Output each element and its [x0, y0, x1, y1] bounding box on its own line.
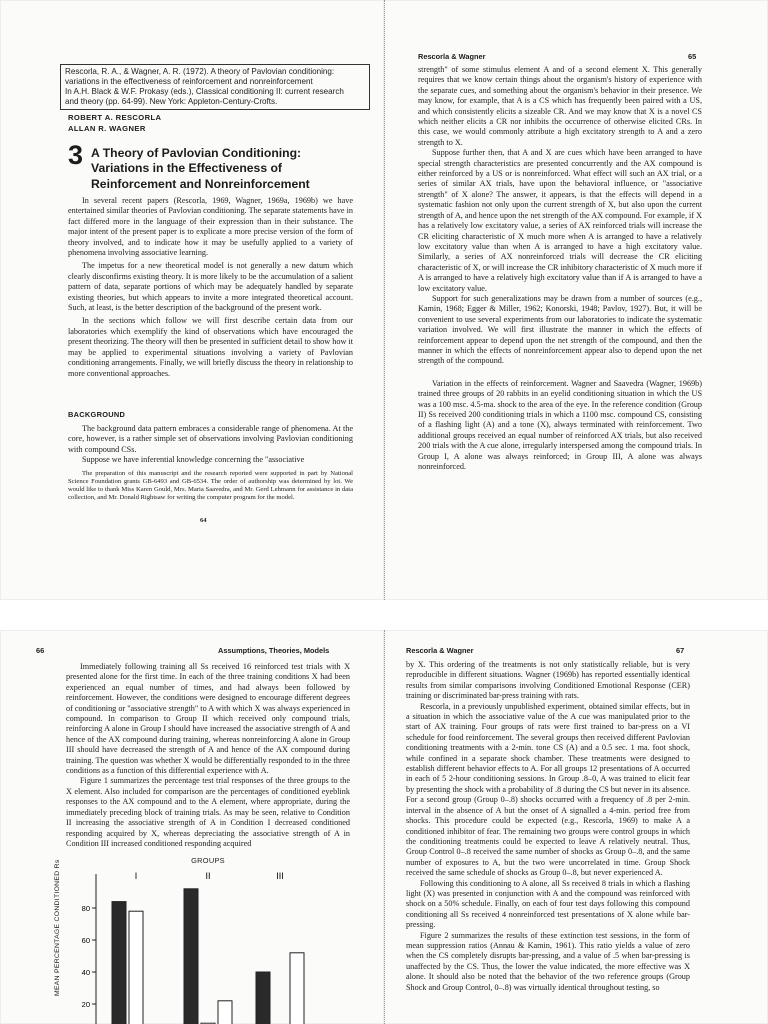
- chapter-number: 3: [68, 140, 84, 170]
- paragraph: strength" of some stimulus element A and of a second element X. This generally requires that we know certain things about the organism's history of experience with the separate cues, and something about the organism's behavior in their presence. We may know, for example, that A is a CS which has frequently been paired with a US, and which consistently elicits a sizeable CR. And we may know that X is a novel CS which neither elicits a CR nor inhibits the occurrence of otherwise elicited CRs. In this case, we would commonly attribute a high excitatory strength to A and a zero strength to X.: [418, 65, 702, 147]
- body-text: [418, 65, 702, 472]
- page-64: [0, 0, 384, 600]
- y-tick-label: 40: [81, 968, 90, 977]
- page-65: [384, 0, 768, 600]
- paragraph: Figure 1 summarizes the percentage test trial responses of the three groups to the X element. Also included for comparison are the percentages of conditioned eyeblink responses to the AX compound and to the A element, where appropriate, during the immediately preceding block of training trials. As may be seen, relative to Condition II increasing the associative strength of A in Condition I decreased conditioned responding acquired by X, whereas depreciating the associative strength of A in Condition III increased conditioned responding acquired: [66, 776, 350, 848]
- bar: [256, 972, 270, 1024]
- page-67: [384, 630, 768, 1024]
- page-number: 65: [688, 52, 697, 61]
- group-label: III: [276, 871, 284, 881]
- paragraph: Suppose we have inferential knowledge concerning the "associative: [82, 455, 305, 465]
- bar: [184, 889, 198, 1024]
- paragraph: by X. This ordering of the treatments is not only statistically reliable, but is very reproducible in different situations. Wagner (1969b) has reported essentially identical results from similar comparisons involving Conditioned Emotional Response (CER) training or discriminated bar-press training with rats.: [406, 660, 690, 701]
- author-name: ROBERT A. RESCORLA: [68, 113, 162, 122]
- paragraph: Rescorla, in a previously unpublished experiment, obtained similar effects, but in a situation in which the associative value of the A cue was manipulated prior to the start of AX training. Four groups of rats were first trained to bar-press on a VI schedule for food reinforcement. The several groups then received different Pavlovian conditioning treatments with a 2-min. tone CS (A) and a 0.5 sec. 1 ma. foot shock, while confined in a separate shock chamber. These treatments were designed to establish different behavior effects to A. For all groups 12 presentations of A occurred in each of 5 2-hour conditioning sessions. In Group .8–0, A was trained to elicit fear by presenting the shock with a probability of .8 during the CS but never in its absence. For a second group (Group 0–.8) shocks occurred with a frequency of .8 per 2-min. interval in the absence of A but the onset of A signalled a 4-min. period free from shocks. This procedure could be expected (e.g., Rescorla, 1969) to make A a conditioned inhibitor of fear. The remaining two groups were control groups in which the conditioning treatments could be expected to leave A relatively neutral. Thus, Group Control 0–.8 received the same number of shocks as Group 0–.8, and the same number of exposures to A, but the two were uncorrelated in time. Group Shock received the same schedule of shocks as Group 0–.8, but never experienced A.: [406, 701, 690, 878]
- bar: [129, 911, 143, 1024]
- body-text: [406, 660, 690, 993]
- body-text: [66, 662, 350, 849]
- y-tick-label: 80: [81, 904, 90, 913]
- page-number: 66: [36, 646, 45, 655]
- y-tick-label: 60: [81, 936, 90, 945]
- page-number: 64: [200, 517, 207, 524]
- citation-line: and theory (pp. 64-99). New York: Appleton-Century-Crofts.: [65, 96, 278, 106]
- citation-line: In A.H. Black & W.F. Prokasy (eds.), Classical conditioning II: current research: [65, 86, 344, 96]
- group-label: I: [134, 871, 138, 881]
- gutter-divider: [384, 0, 385, 600]
- bar: [112, 902, 126, 1024]
- citation-line: variations in the effectiveness of reinforcement and nonreinforcement: [65, 76, 313, 86]
- y-axis-label: MEAN PERCENTAGE CONDITIONED Rs: [54, 859, 61, 996]
- chapter-title: A Theory of Pavlovian Conditioning: Variations in the Effectiveness of Reinforcement and Nonreinforcement: [91, 146, 310, 191]
- gutter-divider: [384, 630, 385, 1024]
- figure-title: GROUPS: [191, 856, 225, 865]
- paragraph: Suppose further then, that A and X are cues which have been arranged to have special strength characteristics are presented concurrently and the AX compound is either reinforced by a US or is nonreinforced. What effect will such an AX trial, or a series of similar AX trials, have upon the behavioral influence, or "associative strength" of X alone? The answer, it appears, is that the effects will depend in a systematic fashion not only upon the current strength of X, but also upon the current strength of A, and hence upon the net strength of the AX compound. For example, if X has a relatively low excitatory value, a series of AX reinforced trials will increase the CR eliciting characteristic of X much more when A is arranged to have a relatively low excitatory value than when A is arranged to have a high excitatory value. Similarly, a series of AX nonreinforced trials will decrease the CR eliciting characteristic of X, or will increase the CR inhibitory characteristic of X much more if A is arranged to have a relatively high excitatory value than if A is arranged to have a low excitatory value.: [418, 148, 702, 293]
- paragraph: Support for such generalizations may be drawn from a number of sources (e.g., Kamin, 1968; Egger & Miller, 1962; Konorski, 1948; Pavlov, 1927). But, it will be convenient to use several experiments from our laboratories to indicate the systematic variation involved. We will first illustrate the manner in which the effects of reinforcement appear to depend upon the net strength of the compound, and then the manner in which the effects of nonreinforcement appear also to depend upon the net strength of the compound.: [418, 293, 702, 366]
- paragraph: The impetus for a new theoretical model is not generally a new datum which clearly disconfirms existing theory. It is more likely to be the accumulation of a salient pattern of data, separate portions of which may be adequately handled by separate existing theories, but which appears to invite a more integrated theoretical account. Such, at least, is the better description of the background of the present work.: [68, 261, 353, 313]
- paragraph: Immediately following training all Ss received 16 reinforced test trials with X presented alone for the first time. In each of the three training conditions X had been experienced an equal number of times, and had always been followed by reinforcement. However, the conditions were designed to encourage different degrees of conditioning or "associative strength" to A with which X was always experienced in compound. In comparison to Group II which received only compound trials, reinforcing A alone in Group I should have increased the associative strength of A and hence of the AX compound during training, whereas nonreinforcing A alone in Group III should have decreased the strength of A and hence of the AX compound during training. The question was whether X would be differentially responded to in the three conditions as a function of this differential experience with A.: [66, 662, 350, 776]
- background-text: [68, 424, 353, 466]
- page-66: [0, 630, 384, 1024]
- citation-line: Rescorla, R. A., & Wagner, A. R. (1972). A theory of Pavlovian conditioning:: [65, 67, 335, 76]
- running-head: Rescorla & Wagner: [406, 646, 474, 655]
- author-list: [68, 113, 161, 134]
- paragraph: In several recent papers (Rescorla, 1969, Wagner, 1969a, 1969b) we have entertained similar theories of Pavlovian conditioning. The separate statements have in fact differed more in the language of their expression than in their substance. The major intent of the present paper is to explicate a more precise version of the form of theory involved, and to indicate how it may be usefully applied to a variety of phenomena involving associative learning.: [68, 196, 353, 258]
- citation-box: [60, 64, 370, 110]
- author-name: ALLAN R. WAGNER: [68, 123, 146, 133]
- running-head: Rescorla & Wagner: [418, 52, 486, 61]
- figure-1: [54, 854, 350, 1024]
- paragraph: Variation in the effects of reinforcement. Wagner and Saavedra (Wagner, 1969b) trained three groups of 20 rabbits in an eyelid conditioning situation in which the US was a 100 msc. 4.5-ma. shock to the area of the eye. In the reference condition (Group II) Ss received 200 conditioning trials in which a 1100 msc. compound CS, consisting of a flashing light (A) and a tone (X), always terminated with reinforcement. Two additional groups received an equal number of reinforced AX trials, but also received 200 trials with the A cue alone, irregularly interspersed among the compound trials. In Group I, A alone was always reinforced; in Group III, A alone was always nonreinforced.: [418, 378, 702, 472]
- section-heading: BACKGROUND: [68, 410, 126, 419]
- y-tick-label: 20: [81, 1000, 90, 1009]
- group-label: II: [205, 871, 211, 881]
- paragraph: In the sections which follow we will first describe certain data from our laboratories which exemplify the kind of observations which have encouraged the present theorizing. The theory will then be presented in sufficient detail to show how it may be applied to experimental situations involving a variety of Pavlovian conditioning arrangements. Finally, we will briefly discuss the theory in relationship to more conventional approaches.: [68, 316, 353, 378]
- bar-chart: [66, 854, 350, 1024]
- footnote: The preparation of this manuscript and the research reported were supported in part by National Science Foundation grants GB-6493 and GB-6534. The order of authorship was determined by lot. We would like to thank Miss Karen Gould, Mrs. Maria Saavedra, and Mr. Gerd Lehmann for assistance in data collection, and Mr. Donald Rightsaw for writing the computer program for the model.: [68, 470, 353, 501]
- paragraph: The background data pattern embraces a considerable range of phenomena. At the core, however, is a rather simple set of observations involving Pavlovian conditioning with compound CSs.: [68, 424, 353, 454]
- bar: [290, 953, 304, 1024]
- paragraph: Following this conditioning to A alone, all Ss received 8 trials in which a flashing light (X) was presented in conjunction with A and the compound was reinforced with shock on a 50% schedule. Finally, on each of four test days following this compound conditioning all Ss received 4 nonreinforced test presentations of X alone while bar-pressing.: [406, 878, 690, 930]
- paragraph: Figure 2 summarizes the results of these extinction test sessions, in the form of mean suppression ratios (Annau & Kamin, 1961). This ratio yields a value of zero when the CS completely disrupts bar-pressing, and a value of .5 when bar-pressing is unaffected by the CS. Thus, the lower the value indicated, the more effective was X alone. It should also be noted that the behavior of the two reference groups (Group Shock and Group Control, 0–.8) was virtually identical throughout testing, so: [406, 930, 690, 992]
- running-head: Assumptions, Theories, Models: [218, 646, 330, 655]
- bar: [218, 1001, 232, 1024]
- page-number: 67: [676, 646, 685, 655]
- intro-text: [68, 196, 353, 379]
